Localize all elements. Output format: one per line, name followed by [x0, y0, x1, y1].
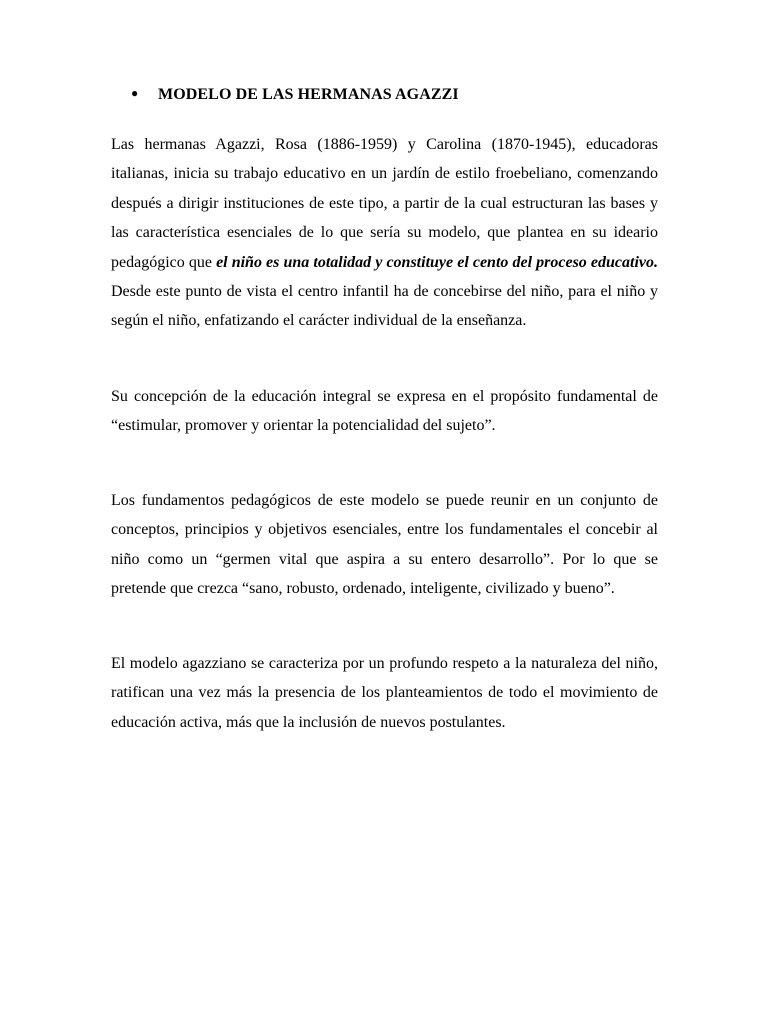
heading-title: MODELO DE LAS HERMANAS AGAZZI — [158, 86, 459, 103]
paragraph-intro-text-start: Las hermanas Agazzi, Rosa (1886-1959) y Carolina (1870-1945), educadoras italianas, inicia su trabajo educativo en un jardín de estilo froebeliano, comenzando después a dirigir instituciones de este tipo, a partir de la cual estructuran las bases y las característica esenciales de lo que sería su modelo, que plantea en su ideario pedagógico que — [111, 136, 658, 271]
bullet-icon: ● — [131, 86, 139, 100]
paragraph-integral-education: Su concepción de la educación integral se expresa en el propósito fundamental de “estimular, promover y orientar la potencialidad del sujeto”. — [111, 388, 658, 435]
paragraph-intro-emphasis: el niño es una totalidad y constituye el cento del proceso educativo. — [216, 253, 658, 271]
paragraph-intro-text-end: Desde este punto de vista el centro infantil ha de concebirse del niño, para el niño y según el niño, enfatizando el carácter individual de la enseñanza. — [111, 283, 658, 330]
paragraph-agazzian-model: El modelo agazziano se caracteriza por un profundo respeto a la naturaleza del niño, ratifican una vez más la presencia de los planteamientos de todo el movimiento de educación activa, más que la inclusión de nuevos postulantes. — [111, 655, 658, 731]
paragraph-foundations: Los fundamentos pedagógicos de este modelo se puede reunir en un conjunto de conceptos, principios y objetivos esenciales, entre los fundamentales el concebir al niño como un “germen vital que aspira a su entero desarrollo”. Por lo que se pretende que crezca “sano, robusto, ordenado, inteligente, civilizado y bueno”. — [111, 492, 658, 598]
section-heading — [131, 86, 459, 104]
paragraph-intro — [111, 130, 658, 336]
